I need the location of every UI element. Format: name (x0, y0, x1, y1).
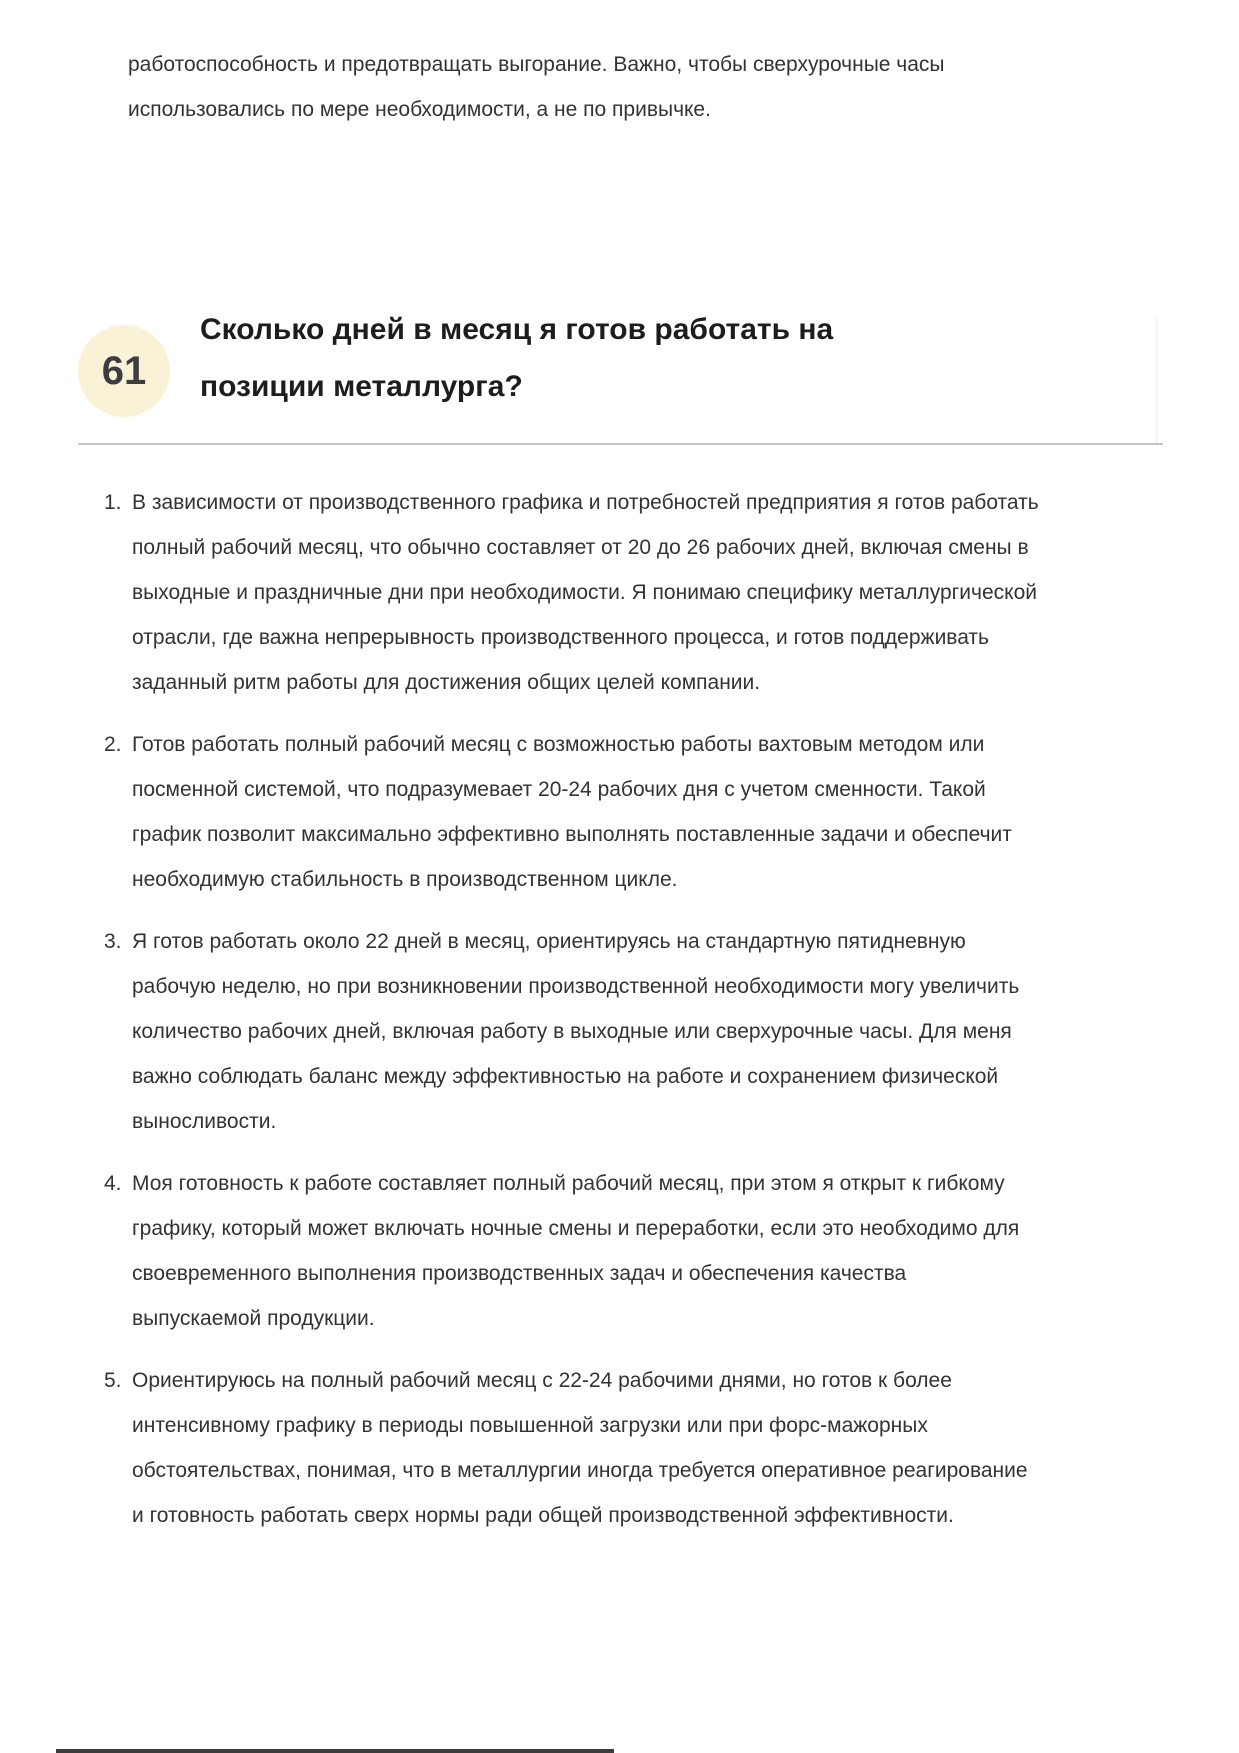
answer-item (104, 919, 1039, 1144)
answer-number: 2. (104, 733, 122, 756)
answer-item (104, 1161, 1039, 1341)
answer-item (104, 722, 1039, 902)
answer-number: 3. (104, 930, 122, 953)
answer-item (104, 480, 1039, 705)
answer-text: Я готов работать около 22 дней в месяц, ориентируясь на стандартную пятидневную рабочую неделю, но при возникновении производственной необходимости могу увеличить количество рабочих дней, включая работу в выходные или сверхурочные часы. Для меня важно соблюдать баланс между эффективностью на работе и сохранением физической выносливости. (132, 930, 1020, 1133)
intro-paragraph: работоспособность и предотвращать выгорание. Важно, чтобы сверхурочные часы использовались по мере необходимости, а не по привычке. (128, 53, 945, 121)
answers-list (104, 480, 1039, 1555)
answer-text: Моя готовность к работе составляет полный рабочий месяц, при этом я открыт к гибкому графику, который может включать ночные смены и переработки, если это необходимо для своевременного выполнения производственных задач и обеспечения качества выпускаемой продукции. (132, 1172, 1020, 1330)
answer-text: Готов работать полный рабочий месяц с возможностью работы вахтовым методом или посменной системой, что подразумевает 20-24 рабочих дня с учетом сменности. Такой график позволит максимально эффективно выполнять поставленные задачи и обеспечит необходимую стабильность в производственном цикле. (132, 733, 1012, 891)
answer-text: Ориентируюсь на полный рабочий месяц с 22-24 рабочими днями, но готов к более интенсивному графику в периоды повышенной загрузки или при форс-мажорных обстоятельствах, понимая, что в металлургии иногда требуется оперативное реагирование и готовность работать сверх нормы ради общей производственной эффективности. (132, 1369, 1028, 1527)
right-edge-line (1156, 318, 1158, 443)
answer-text: В зависимости от производственного графика и потребностей предприятия я готов работать полный рабочий месяц, что обычно составляет от 20 до 26 рабочих дней, включая смены в выходные и праздничные дни при необходимости. Я понимаю специфику металлургической отрасли, где важна непрерывность производственного процесса, и готов поддерживать заданный ритм работы для достижения общих целей компании. (132, 491, 1039, 694)
answer-item (104, 1358, 1039, 1538)
answer-number: 5. (104, 1369, 122, 1392)
answer-number: 1. (104, 491, 122, 514)
section-divider (78, 443, 1163, 445)
question-number-badge (78, 325, 170, 417)
question-number: 61 (101, 348, 147, 393)
next-section-top-edge (56, 1749, 614, 1753)
question-title: Сколько дней в месяц я готов работать на позиции металлурга? (200, 313, 834, 403)
answer-number: 4. (104, 1172, 122, 1195)
